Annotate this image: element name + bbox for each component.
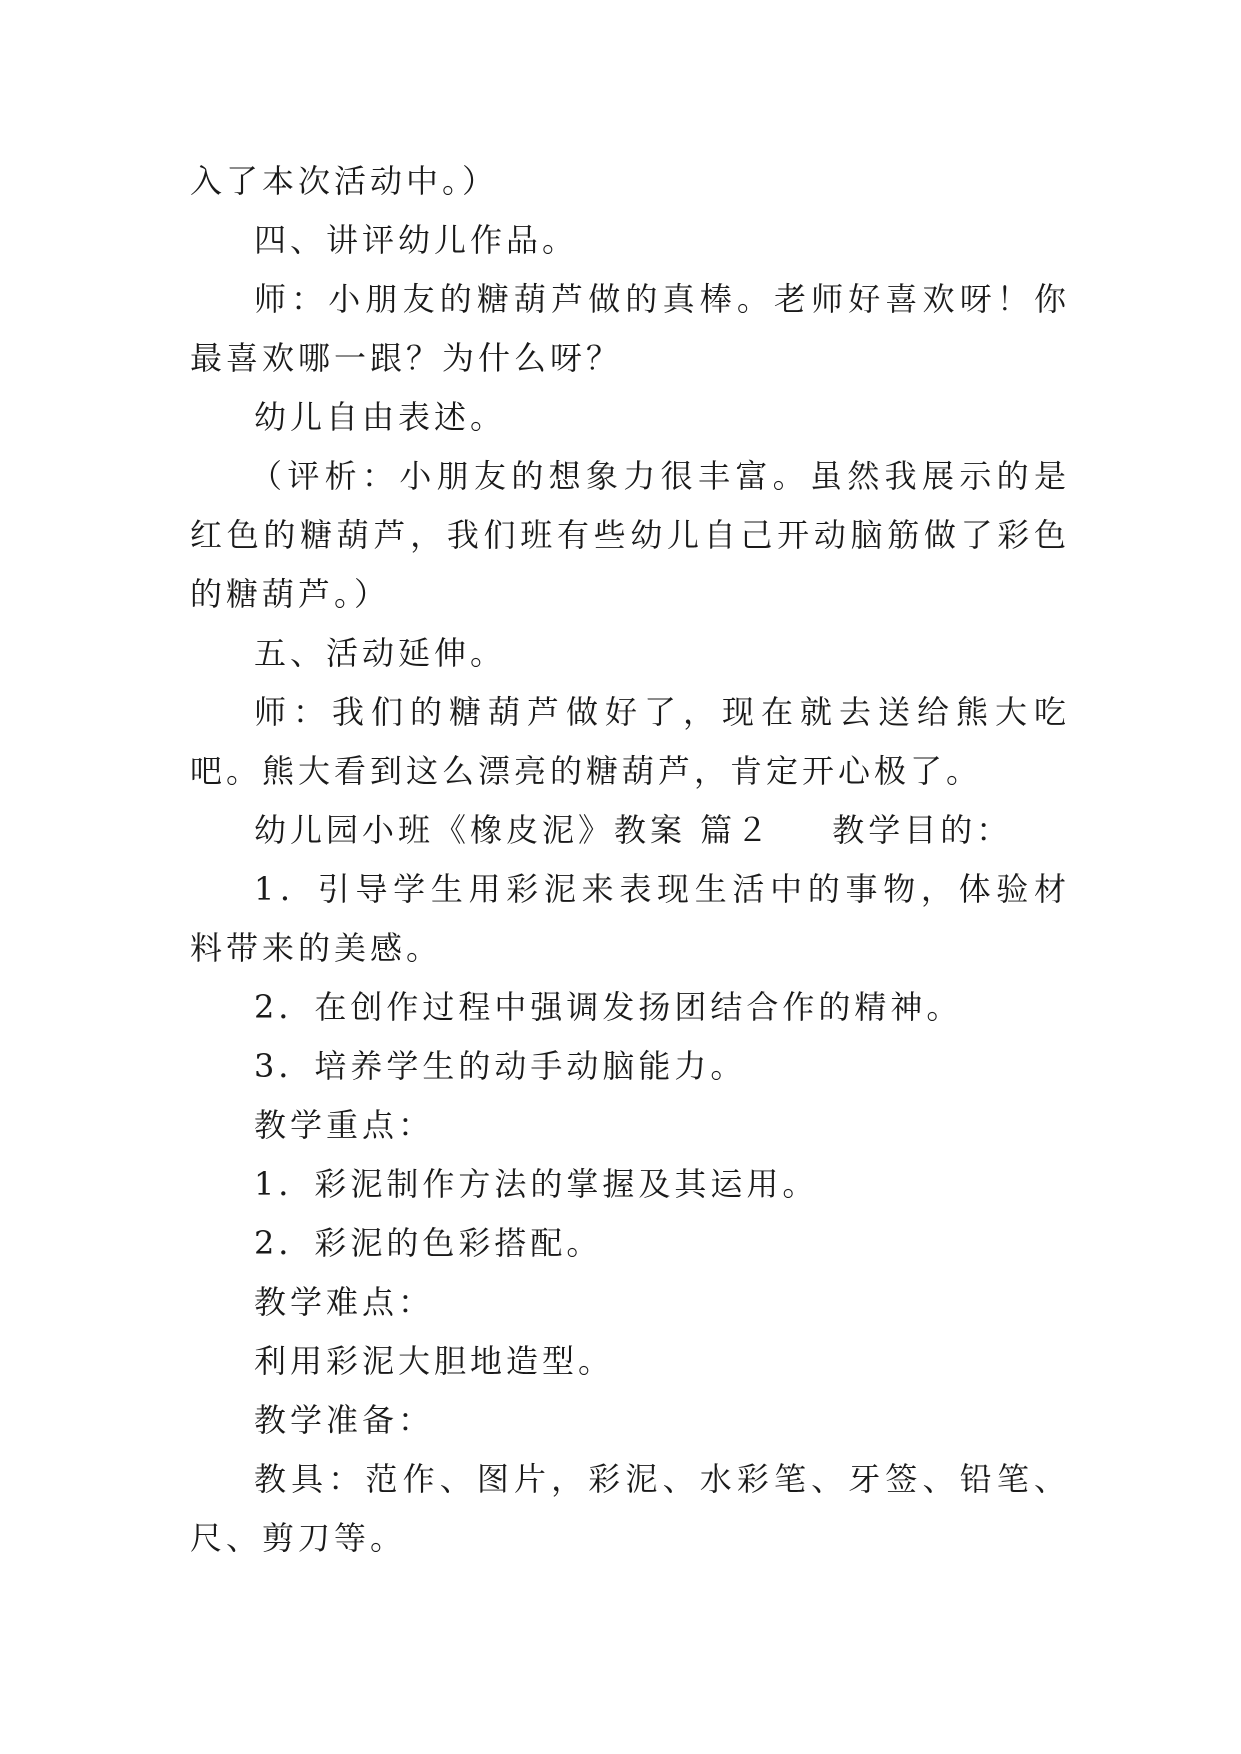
heading-preparation: 教学准备： xyxy=(254,1401,435,1439)
paragraph-lesson-title xyxy=(190,801,1070,860)
lesson-title: 幼儿园小班《橡皮泥》教案 篇２ xyxy=(254,811,773,849)
heading-section-four: 四、讲评幼儿作品。 xyxy=(254,221,579,259)
paragraph-teacher-praise: 师：小朋友的糖葫芦做的真棒。老师好喜欢呀！你最喜欢哪一跟？为什么呀？ xyxy=(190,280,1070,377)
heading-difficulties: 教学难点： xyxy=(254,1283,435,1321)
list-item-goal-3: 3．培养学生的动手动脑能力。 xyxy=(254,1047,747,1085)
paragraph-analysis: （评析：小朋友的想象力很丰富。虽然我展示的是红色的糖葫芦，我们班有些幼儿自己开动脑筋做了彩色的糖葫芦。） xyxy=(190,457,1070,613)
paragraph-difficulty: 利用彩泥大胆地造型。 xyxy=(254,1342,615,1380)
list-item-goal-2: 2．在创作过程中强调发扬团结合作的精神。 xyxy=(254,988,963,1026)
heading-key-points: 教学重点： xyxy=(254,1106,435,1144)
paragraph-teaching-materials: 教具：范作、图片，彩泥、水彩笔、牙签、铅笔、尺、剪刀等。 xyxy=(190,1460,1070,1557)
heading-section-five: 五、活动延伸。 xyxy=(254,634,507,672)
list-item-key-point-1: 1．彩泥制作方法的掌握及其运用。 xyxy=(254,1165,819,1203)
list-item-goal-1: 1．引导学生用彩泥来表现生活中的事物，体验材料带来的美感。 xyxy=(190,870,1070,967)
list-item-key-point-2: 2．彩泥的色彩搭配。 xyxy=(254,1224,603,1262)
paragraph-child-response: 幼儿自由表述。 xyxy=(254,398,507,436)
document-body xyxy=(190,152,1070,1568)
paragraph-continuation: 入了本次活动中。） xyxy=(190,162,499,200)
teaching-goals-label: 教学目的： xyxy=(832,811,1013,849)
paragraph-teacher-extension: 师：我们的糖葫芦做好了，现在就去送给熊大吃吧。熊大看到这么漂亮的糖葫芦，肯定开心极了。 xyxy=(190,693,1070,790)
